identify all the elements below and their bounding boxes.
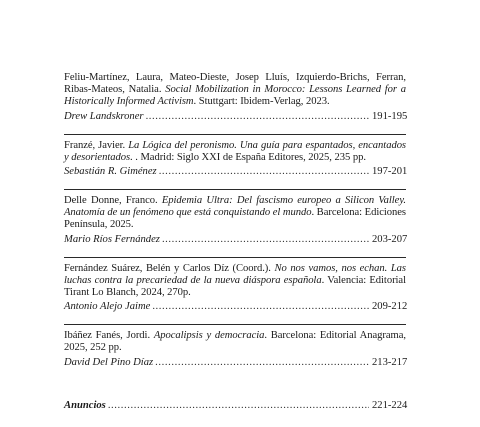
toc-entry [64, 140, 406, 178]
toc-entry [64, 330, 406, 368]
citation-authors: Fernández Suárez, Belén y Carlos Díz (Coord.). [64, 262, 275, 274]
citation-title: Epidemia Ultra: Del fascismo europeo a Silicon Valley. Anatomía de un fenómeno que está conquistando el mundo [64, 195, 406, 219]
reviewer-name: Drew Landskroner [64, 110, 144, 122]
divider [64, 134, 406, 135]
reviewer-row [64, 356, 406, 369]
citation-publisher: . Valencia: Editorial Tirant Lo Blanch, 2024, 270p. [64, 274, 406, 299]
citation-publisher: . Barcelona: Editorial Anagrama, 2025, 252 pp. [64, 330, 406, 354]
page-range: 209-212 [372, 301, 408, 313]
annex-label: Anuncios [64, 399, 106, 411]
annex-row [64, 399, 406, 412]
dot-leader [162, 233, 369, 246]
book-citation [64, 263, 406, 300]
reviewer-name: Sebastián R. Giménez [64, 166, 157, 178]
citation-publisher: . Stuttgart: Ibidem-Verlag, 2023. [193, 96, 330, 108]
reviewer-row [64, 233, 406, 246]
reviewer-name: David Del Pino Díaz [64, 356, 154, 368]
citation-title: Social Mobilization in Morocco: Lessons Learned for a Historically Informed Activism [64, 84, 406, 108]
divider [64, 189, 406, 190]
reviewer-row [64, 300, 406, 313]
divider [64, 257, 406, 258]
dot-leader [152, 300, 369, 313]
citation-authors: Delle Donne, Franco. [64, 195, 162, 207]
page-range: 191-195 [372, 110, 408, 122]
toc-entry [64, 263, 406, 314]
toc-entry [64, 72, 406, 123]
citation-authors: Feliu-Martínez, Laura, Mateo-Dieste, Josep Lluís, Izquierdo-Brichs, Ferran, Ribas-Mateos, Natalia. [64, 72, 406, 96]
page-range: 221-224 [372, 399, 408, 411]
citation-publisher: . . Madrid: Siglo XXI de España Editores, 2025, 235 pp. [130, 151, 366, 163]
book-citation [64, 330, 406, 354]
book-citation [64, 72, 406, 109]
reviewer-name: Antonio Alejo Jaime [64, 301, 151, 313]
page-range: 213-217 [372, 356, 408, 368]
reviewer-name: Mario Ríos Fernández [64, 233, 160, 245]
citation-title: La Lógica del peronismo. Una guía para espantados, encantados y desorientados [64, 139, 407, 163]
reviewer-row [64, 165, 406, 178]
book-citation [64, 195, 406, 232]
dot-leader [155, 356, 369, 369]
book-citation [64, 140, 406, 164]
dot-leader [159, 165, 369, 178]
page-range: 203-207 [372, 233, 408, 245]
citation-title: Apocalipsis y democracia [153, 330, 265, 342]
citation-authors: Ibáñez Fanés, Jordi. [64, 330, 154, 342]
page-range: 197-201 [372, 166, 408, 178]
dot-leader [108, 399, 369, 412]
reviewer-row [64, 110, 406, 123]
citation-publisher: . Barcelona: Ediciones Península, 2025. [64, 207, 406, 231]
citation-authors: Franzé, Javier. [64, 139, 129, 151]
citation-title: No nos vamos, nos echan. Las luchas contra la precariedad de la nueva diáspora española [64, 262, 406, 286]
toc-entry [64, 195, 406, 246]
table-of-contents [64, 72, 406, 412]
dot-leader [146, 110, 369, 123]
divider [64, 324, 406, 325]
